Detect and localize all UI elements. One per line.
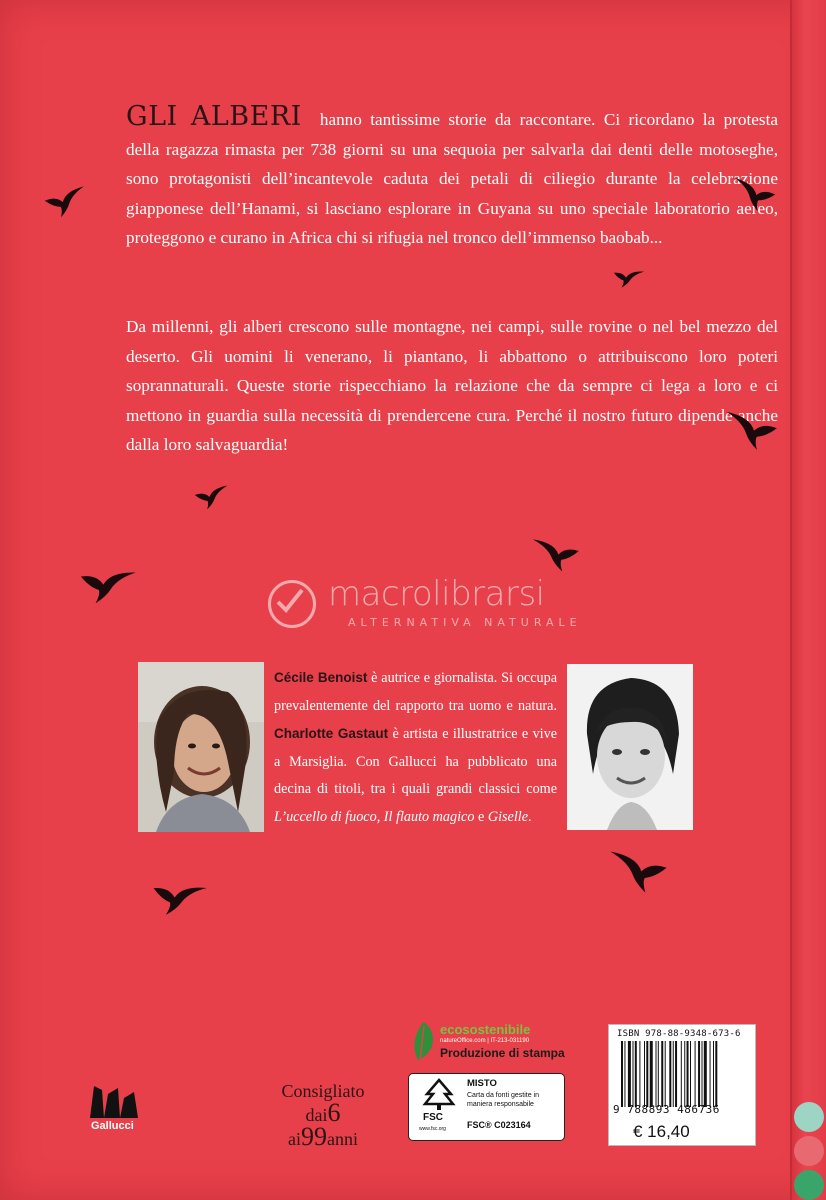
- fsc-logo-text: FSC: [423, 1112, 443, 1123]
- age-recommendation: [273, 1080, 373, 1150]
- eco-small: natureOffice.com | IT-213-031190: [440, 1038, 530, 1044]
- fsc-misto: MISTO: [467, 1078, 497, 1089]
- swallow-bird-icon: [604, 845, 671, 901]
- fsc-code: FSC® C023164: [467, 1120, 531, 1130]
- publisher-name: Gallucci: [91, 1120, 134, 1132]
- book-spine: [790, 0, 826, 1200]
- title-separator: ,: [376, 808, 381, 825]
- author1-text: è autrice e giornalista. Si occupa prevalentemente del rapporto tra uomo e natura.: [274, 670, 557, 714]
- watermark-tagline: ALTERNATIVA NATURALE: [348, 616, 582, 629]
- bio-end: .: [528, 808, 532, 825]
- author-photo-charlotte: [567, 664, 693, 830]
- age-max: 99: [301, 1122, 327, 1151]
- age-min: 6: [327, 1098, 341, 1127]
- book-title-1: L’uccello di fuoco: [274, 808, 377, 825]
- gallucci-figures-icon: [88, 1080, 144, 1120]
- second-paragraph: Da millenni, gli alberi crescono sulle montagne, nei campi, sulle rovine o nel bel mezzo del deserto. Gli uomini li venerano, li piantano, li abbattono o attribuiscono loro poteri soprannaturali. Queste storie rispecchiano la relazione che da sempre ci lega a loro e ci mettono in guardia sulla necessità di prendercene cura. Perché il nostro futuro dipende anche dalla loro salvaguardia!: [126, 317, 778, 454]
- title-conjunction: e: [477, 808, 485, 825]
- gallucci-logo: [88, 1080, 144, 1136]
- author-photo-cecile: [138, 662, 264, 832]
- age-dai: dai: [305, 1105, 328, 1125]
- age-max-line: [273, 1122, 373, 1151]
- macrolibrarsi-watermark: [262, 570, 592, 640]
- intro-paragraph: [126, 102, 778, 253]
- age-label: Consigliato: [281, 1081, 365, 1101]
- checkmark-circle-icon: [268, 580, 316, 628]
- leaf-icon: [410, 1020, 438, 1064]
- barcode-box: [608, 1024, 756, 1146]
- swallow-bird-icon: [41, 182, 90, 223]
- eco-title: ecosostenibile: [440, 1022, 531, 1037]
- swallow-bird-icon: [76, 561, 138, 613]
- swallow-bird-icon: [146, 872, 209, 929]
- age-anni: anni: [327, 1129, 358, 1149]
- spine-dot-green: [794, 1170, 824, 1200]
- fsc-label: [408, 1073, 565, 1141]
- watermark-brand: macrolibrarsi: [328, 574, 545, 614]
- intro-text: hanno tantissime storie da raccontare. Ci ricordano la protesta della ragazza rimasta per 738 giorni su una sequoia per salvarla dai denti delle motoseghe, sono protagonisti dell’incantevole caduta dei petali di ciliegio durante la celebrazione giapponese dell’Hanami, si lasciano esplorare in Guyana su uno speciale laboratorio aereo, proteggono e curano in Africa chi si rifugia nel tronco dell’immenso baobab...: [126, 110, 778, 247]
- intro-lead-title: GLI ALBERI: [126, 101, 302, 132]
- book-price: € 16,40: [633, 1122, 690, 1141]
- barcode-digits: 9 788893 486736: [613, 1103, 720, 1116]
- isbn-number: ISBN 978-88-9348-673-6: [617, 1029, 741, 1039]
- fsc-carta: Carta da fonti gestite in maniera responsabile: [467, 1092, 539, 1108]
- swallow-bird-icon: [610, 264, 645, 294]
- age-ai: ai: [288, 1129, 301, 1149]
- book-title-2: Il flauto magico: [383, 808, 475, 825]
- author2-name: Charlotte Gastaut: [274, 726, 389, 741]
- fsc-url: www.fsc.org: [419, 1126, 446, 1132]
- book-title-3: Giselle: [487, 808, 529, 825]
- author2-text: è artista e illustratrice e vive a Marsiglia. Con Gallucci ha pubblicato una decina di titoli, tra i quali grandi classici come: [274, 726, 557, 797]
- eco-subtitle: Produzione di stampa: [440, 1046, 565, 1060]
- spine-dot-pink: [794, 1136, 824, 1166]
- fsc-tree-icon: [419, 1078, 459, 1112]
- barcode-bars: [621, 1041, 747, 1107]
- author1-name: Cécile Benoist: [274, 670, 368, 685]
- ecosostenibile-label: [410, 1020, 580, 1066]
- swallow-bird-icon: [193, 482, 232, 514]
- swallow-bird-icon: [719, 406, 781, 457]
- spine-dot-mint: [794, 1102, 824, 1132]
- author-bios: [274, 664, 557, 831]
